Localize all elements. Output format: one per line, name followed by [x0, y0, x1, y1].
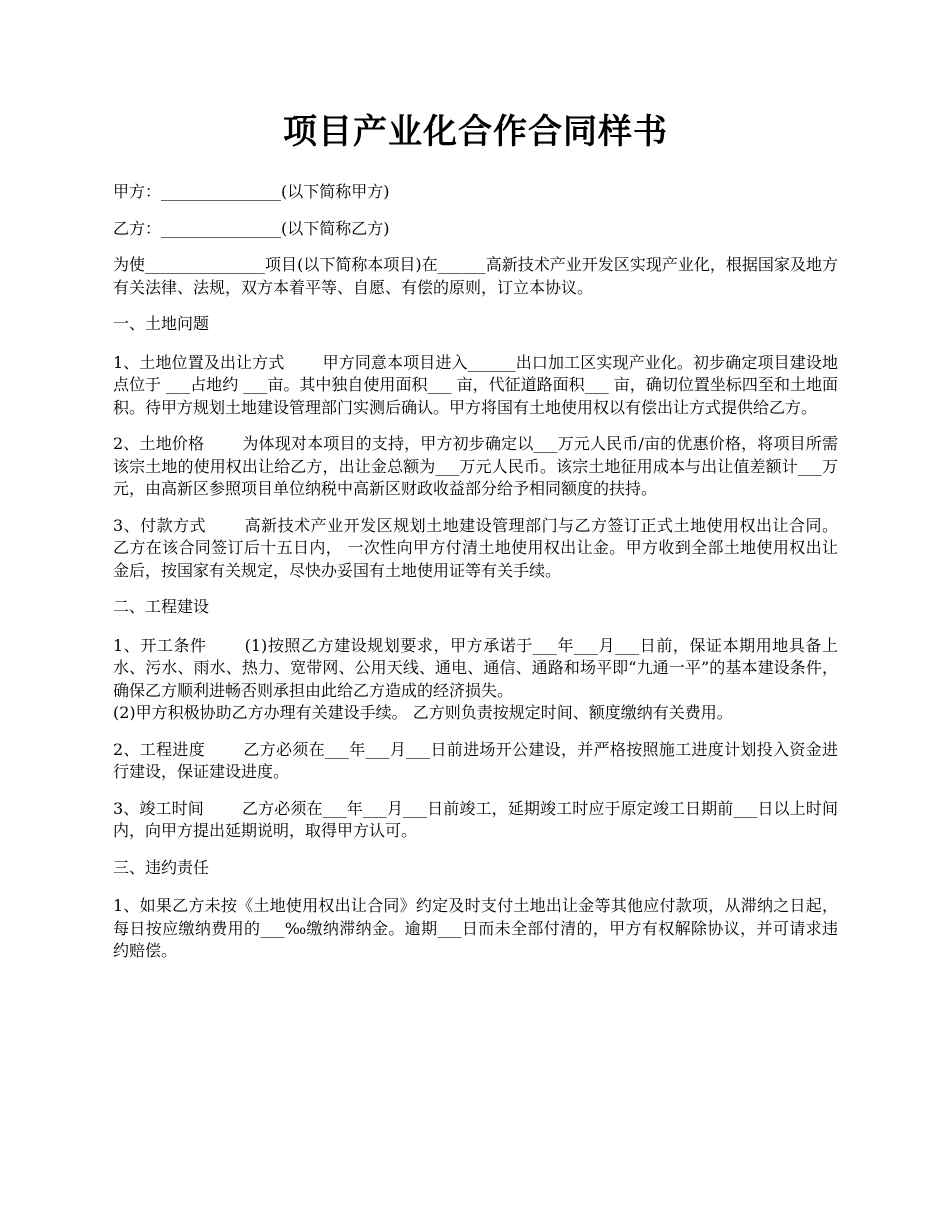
section-heading-land: 一、土地问题	[113, 314, 210, 333]
clause-text: 乙方必须在___年___月___日前进场开公建设，并严格按照施工进度计划投入资金进行建设，保证建设进度。	[113, 739, 838, 781]
clause-payment-method	[113, 515, 838, 583]
clause-label: 1、土地位置及出让方式	[113, 352, 285, 372]
clause-label: 2、工程进度	[113, 739, 206, 759]
clause-label: 2、土地价格	[113, 434, 205, 453]
party-a-line: 甲方：_______________(以下简称甲方)	[113, 182, 390, 201]
preamble: 为使_______________项目(以下简称本项目)在______高新技术产业开发区实现产业化，根据国家及地方有关法律、法规，双方本着平等、自愿、有偿的原则，订立本协议。	[113, 255, 838, 297]
clause-progress	[113, 739, 838, 784]
clause-land-location	[113, 352, 838, 420]
clause-text: (1)按照乙方建设规划要求，甲方承诺于___年___月___日前，保证本期用地具备上水、污水、雨水、热力、宽带网、公用天线、通电、通信、通路和场平即“九通一平”的基本建设条件，确保乙方顺利进畅否则承担由此给乙方造成的经济损失。	[113, 635, 838, 700]
clause-text: 高新技术产业开发区规划土地建设管理部门与乙方签订正式土地使用权出让合同。 乙方在该合同签订后十五日内， 一次性向甲方付清土地使用权出让金。甲方收到全部土地使用权出让金后，按国家有关规定，尽快办妥国有土地使用证等有关手续。	[113, 515, 838, 580]
clause-text: 乙方必须在___年___月___日前竣工，延期竣工时应于原定竣工日期前___日以上时间内，向甲方提出延期说明，取得甲方认可。	[113, 798, 838, 840]
clause-label: 3、付款方式	[113, 515, 207, 535]
clause-text: 为体现对本项目的支持，甲方初步确定以___万元人民币/亩的优惠价格，将项目所需该宗土地的使用权出让给乙方，出让金总额为___万元人民币。该宗土地征用成本与出让值差额计___万元，由高新区参照项目单位纳税中高新区财政收益部分给予相同额度的扶持。	[113, 434, 838, 498]
clause-completion	[113, 798, 838, 843]
section-heading-liability: 三、违约责任	[113, 857, 210, 877]
clause-late-payment: 1、如果乙方未按《土地使用权出让合同》约定及时支付土地出让金等其他应付款项，从滞纳之日起，每日按应缴纳费用的___‰缴纳滞纳金。逾期___日而未全部付清的，甲方有权解除协议，并可请求违约赔偿。	[113, 896, 838, 960]
clause-land-price	[113, 433, 838, 501]
clause-label: 1、开工条件	[113, 635, 207, 655]
party-b-line: 乙方：_______________(以下简称乙方)	[113, 218, 390, 238]
clause-start-conditions-extra: (2)甲方积极协助乙方办理有关建设手续。 乙方则负责按规定时间、额度缴纳有关费用。	[113, 703, 733, 722]
clause-text: 甲方同意本项目进入______出口加工区实现产业化。初步确定项目建设地点位于 ___占地约 ___亩。其中独自使用面积___ 亩，代征道路面积___ 亩，确切位置坐标四至和土地面积。待甲方规划土地建设管理部门实测后确认。甲方将国有土地使用权以有偿出让方式提供给乙方。	[113, 352, 838, 417]
clause-start-conditions	[113, 635, 838, 703]
section-heading-construction: 二、工程建设	[113, 597, 210, 616]
clause-label: 3、竣工时间	[113, 798, 204, 818]
document-title: 项目产业化合作合同样书	[283, 112, 668, 152]
